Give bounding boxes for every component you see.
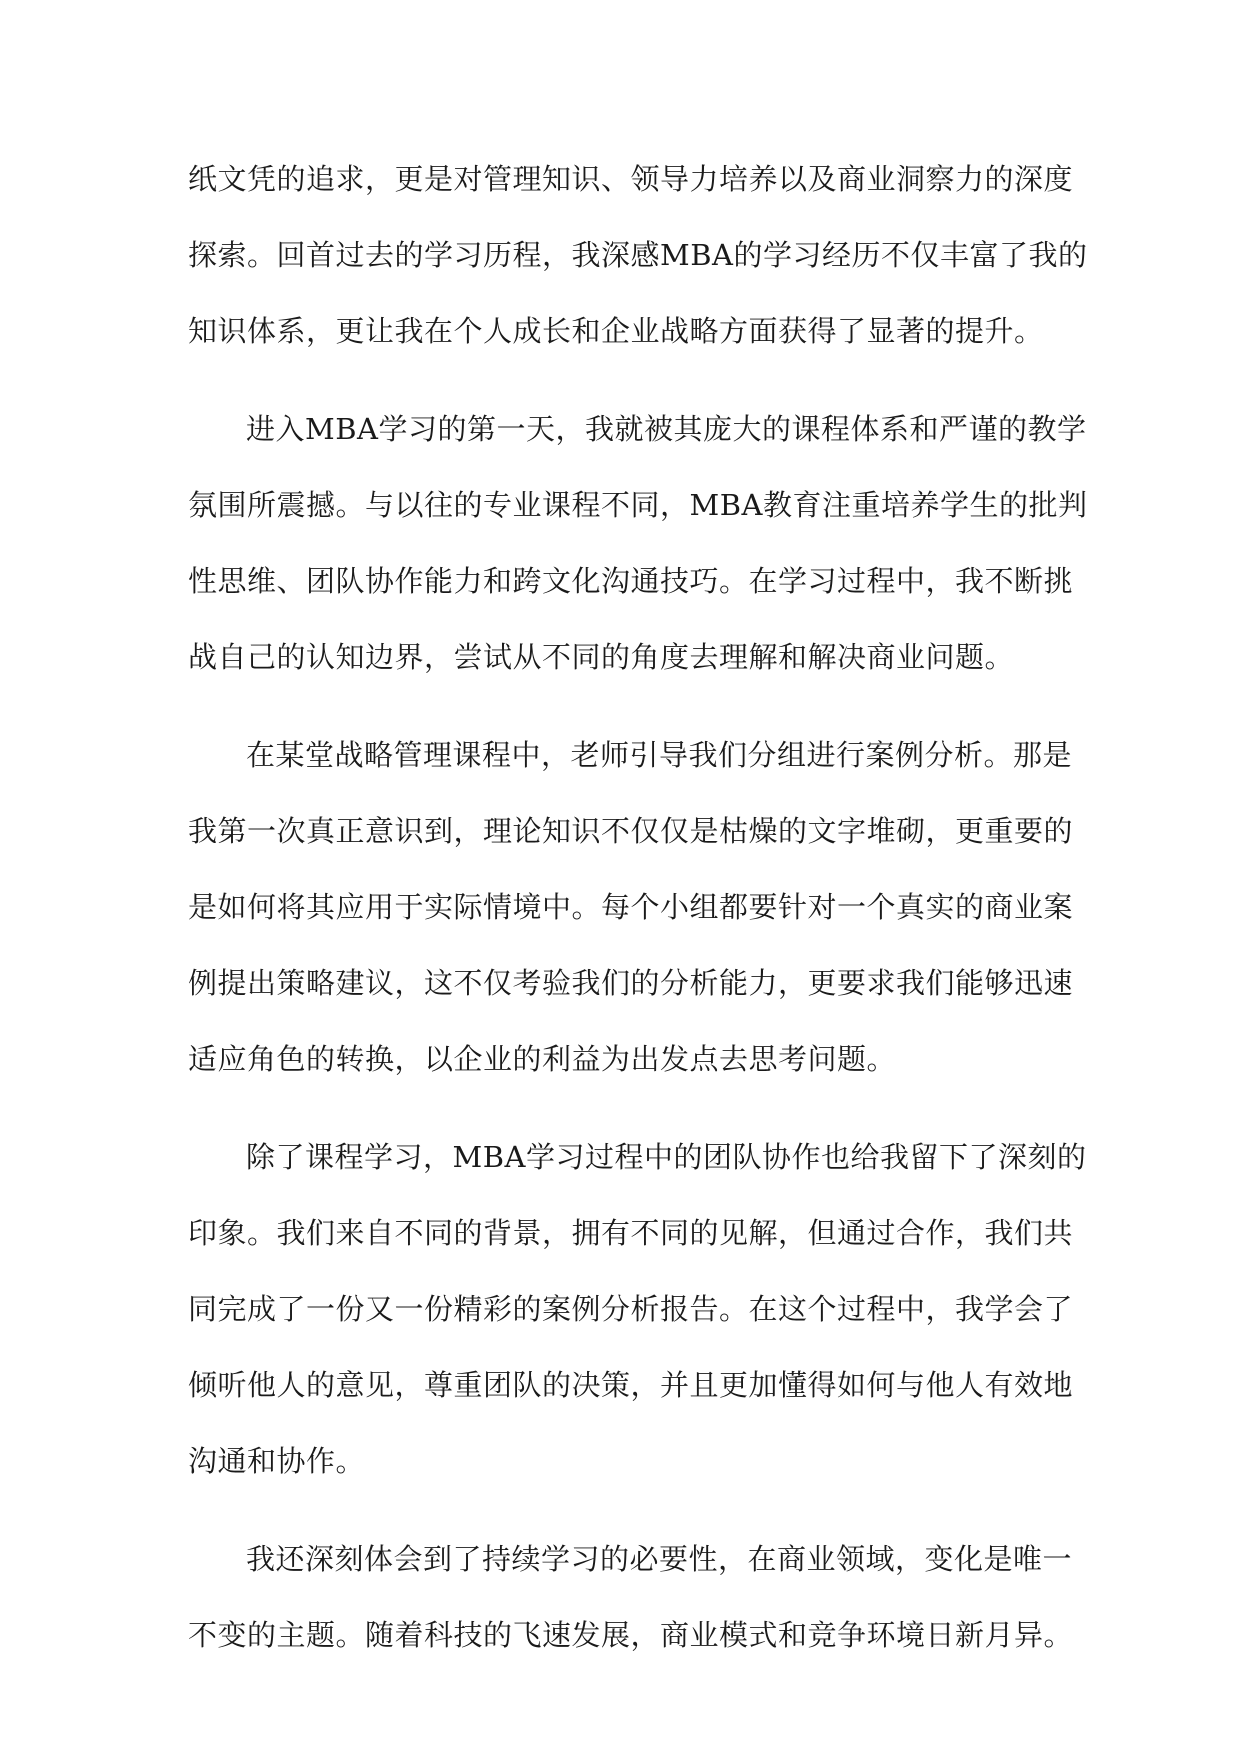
text-line: 是如何将其应用于实际情境中。每个小组都要针对一个真实的商业案 [188,890,1074,924]
text-line: 例提出策略建议，这不仅考验我们的分析能力，更要求我们能够迅速 [188,966,1074,1000]
text-line: 倾听他人的意见，尊重团队的决策，并且更加懂得如何与他人有效地 [188,1368,1074,1402]
paragraph-5 [188,1521,1074,1673]
text-line: 在某堂战略管理课程中，老师引导我们分组进行案例分析。那是 [246,738,1073,772]
document-page [188,141,1088,1695]
text-line: 印象。我们来自不同的背景，拥有不同的见解，但通过合作，我们共 [188,1216,1074,1250]
text-line: 除了课程学习，MBA学习过程中的团队协作也给我留下了深刻的 [246,1140,1087,1174]
text-line: 我还深刻体会到了持续学习的必要性，在商业领域，变化是唯一 [246,1542,1073,1576]
paragraph-4 [188,1119,1087,1499]
paragraph-3 [188,717,1074,1097]
text-line: 战自己的认知边界，尝试从不同的角度去理解和解决商业问题。 [188,640,1015,674]
paragraph-1 [188,141,1088,369]
text-line: 同完成了一份又一份精彩的案例分析报告。在这个过程中，我学会了 [188,1292,1074,1326]
text-line: 不变的主题。随着科技的飞速发展，商业模式和竞争环境日新月异。 [188,1618,1074,1652]
text-line: 进入MBA学习的第一天，我就被其庞大的课程体系和严谨的教学 [246,412,1087,446]
text-line: 氛围所震撼。与以往的专业课程不同，MBA教育注重培养学生的批判 [188,488,1088,522]
text-line: 沟通和协作。 [188,1444,366,1478]
paragraph-2 [188,391,1088,695]
text-line: 适应角色的转换，以企业的利益为出发点去思考问题。 [188,1042,897,1076]
text-line: 探索。回首过去的学习历程，我深感MBA的学习经历不仅丰富了我的 [188,238,1088,272]
text-line: 性思维、团队协作能力和跨文化沟通技巧。在学习过程中，我不断挑 [188,564,1074,598]
text-line: 纸文凭的追求，更是对管理知识、领导力培养以及商业洞察力的深度 [188,162,1074,196]
text-line: 知识体系，更让我在个人成长和企业战略方面获得了显著的提升。 [188,314,1044,348]
text-line: 我第一次真正意识到，理论知识不仅仅是枯燥的文字堆砌，更重要的 [188,814,1074,848]
